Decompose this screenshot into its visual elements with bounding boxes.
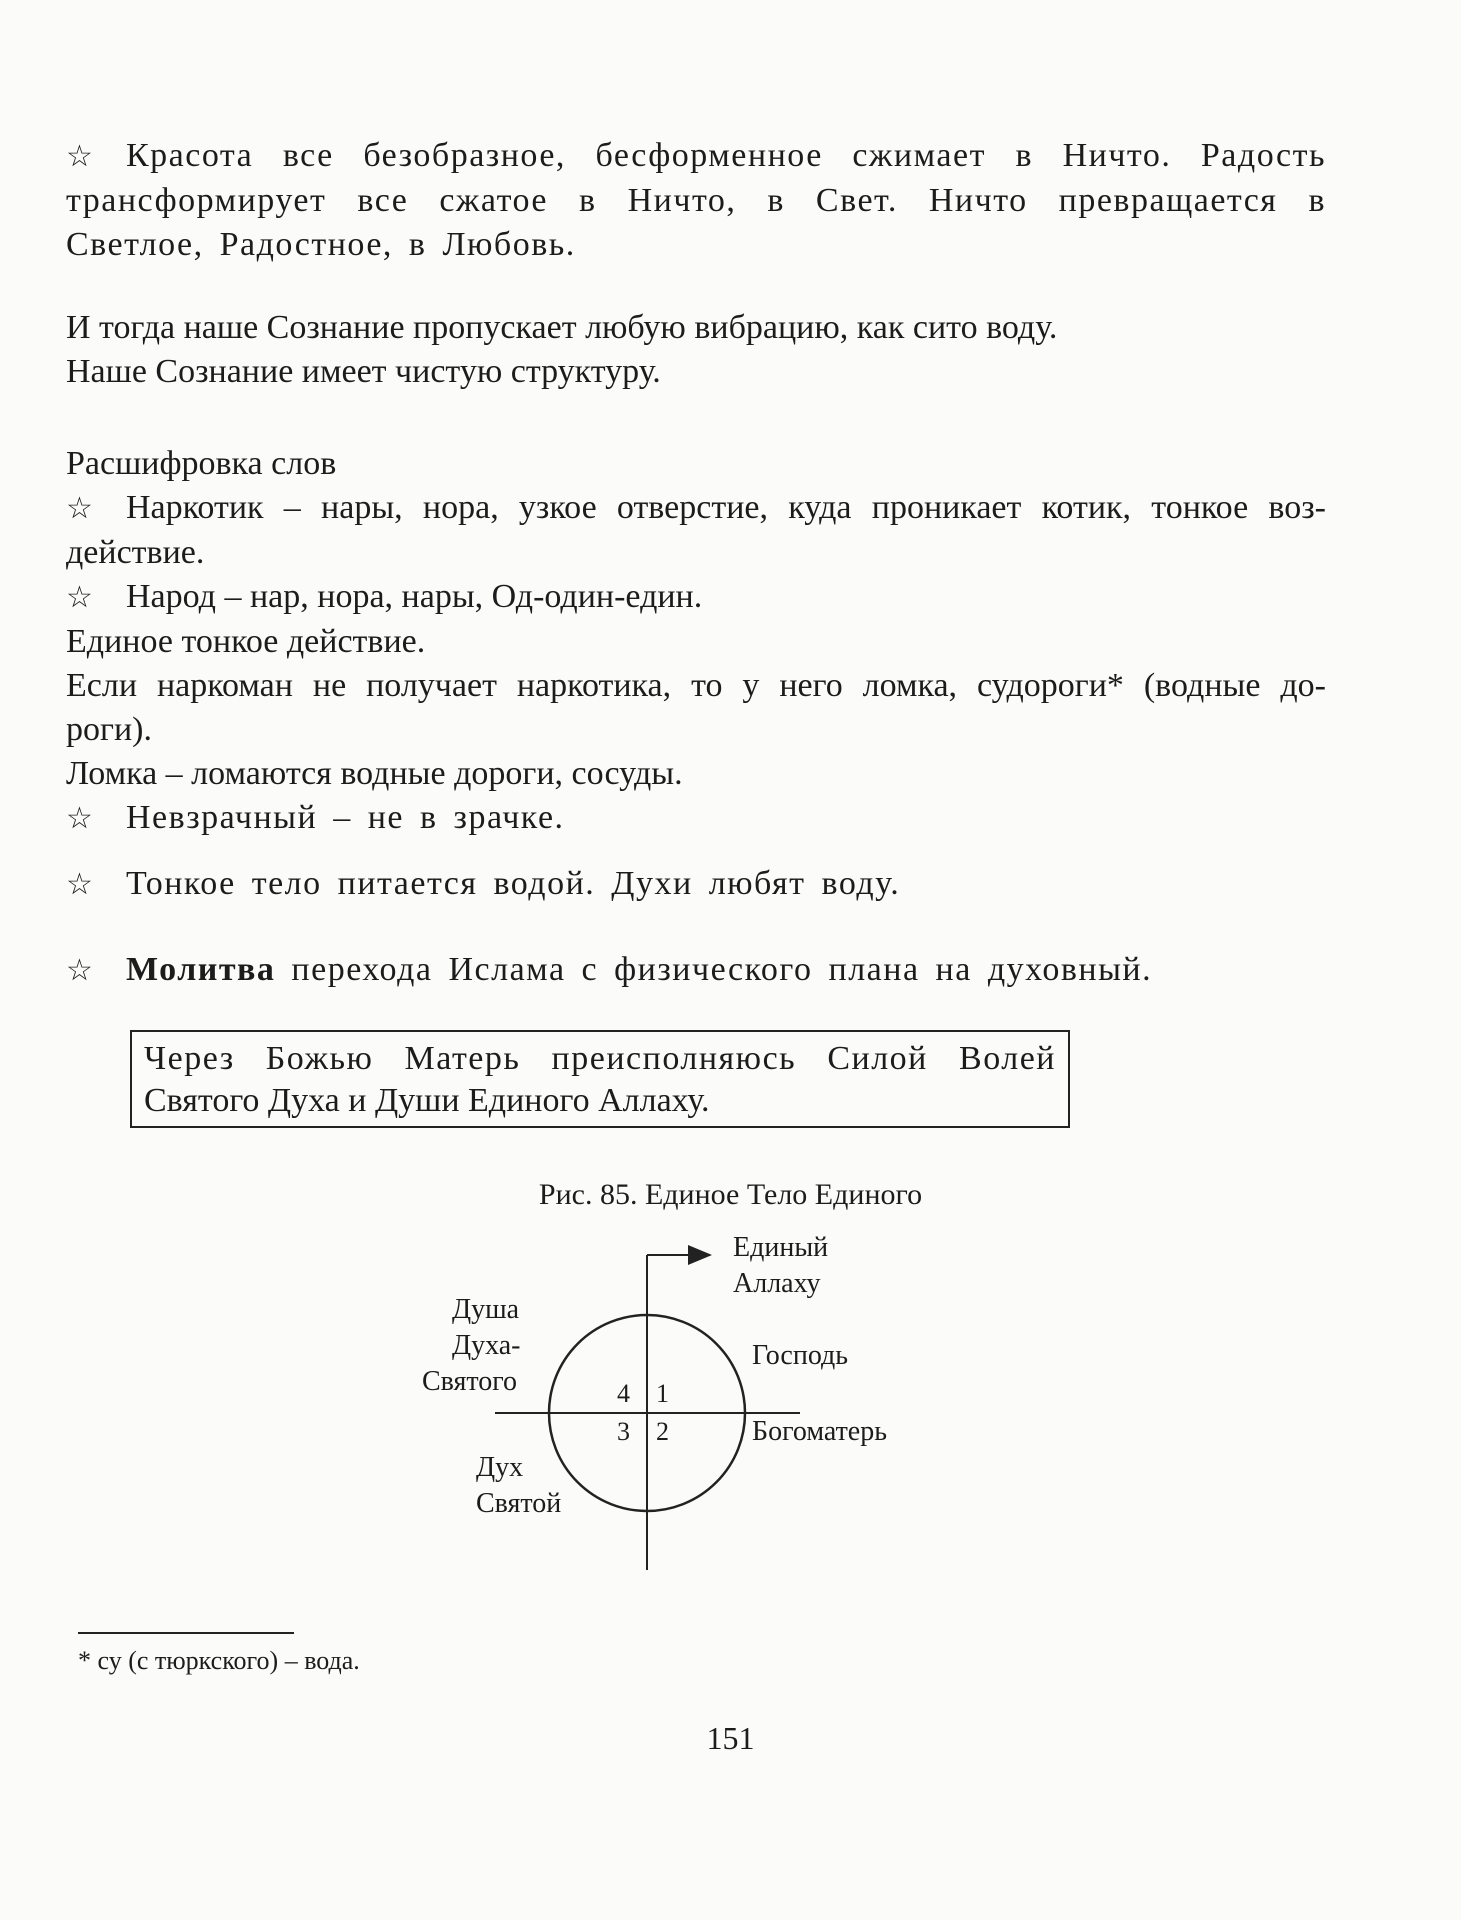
star-icon: ☆ — [66, 867, 95, 902]
quadrant-4: 4 — [617, 1379, 630, 1408]
diagram-svg — [400, 1230, 960, 1580]
label-lord: Господь — [752, 1340, 849, 1371]
star-icon: ☆ — [66, 491, 93, 526]
text-line: Ломка – ломаются водные дороги, сосуды. — [66, 755, 683, 792]
footnote: * су (с тюркского) – вода. — [78, 1646, 360, 1675]
text-line: роги). — [66, 711, 152, 748]
paragraph-subtle-body — [66, 862, 1326, 907]
star-icon: ☆ — [66, 953, 95, 988]
label-holy-spirit-2: Святой — [476, 1488, 562, 1519]
text-line: ☆ Тонкое тело питается водой. Духи любят воду. — [66, 862, 1326, 907]
text-line: ☆ Молитва перехода Ислама с физического плана на духовный. — [66, 948, 1326, 993]
quadrant-2: 2 — [656, 1417, 669, 1446]
figure-caption: Рис. 85. Единое Тело Единого — [538, 1178, 923, 1211]
bold-word: Молитва — [126, 951, 276, 988]
paragraph-word-decoding — [66, 442, 1326, 841]
prayer-box — [130, 1030, 1070, 1128]
page-number: 151 — [706, 1720, 755, 1756]
text-line: действие. — [66, 534, 205, 571]
label-spirit-of: Духа- — [452, 1330, 521, 1361]
paragraph-prayer — [66, 948, 1326, 993]
footnote-rule — [78, 1632, 294, 1634]
text-line: ☆ Невзрачный – не в зрачке. — [66, 796, 1326, 841]
star-icon: ☆ — [66, 801, 95, 836]
text-line: Святого Духа и Души Единого Аллаху. — [144, 1082, 710, 1119]
label-soul: Душа — [452, 1294, 520, 1325]
paragraph-beauty — [66, 134, 1326, 267]
star-icon: ☆ — [66, 139, 95, 174]
text-line: Если наркоман не получает наркотика, то у него ломка, судороги* (водные до- — [66, 667, 1326, 704]
star-icon: ☆ — [66, 580, 93, 615]
text-line: ☆ Красота все безобразное, бесформенное сжимает в Ничто. Радость — [66, 134, 1326, 179]
text-line: Наше Сознание имеет чистую структуру. — [66, 353, 661, 390]
label-holy: Святого — [422, 1366, 518, 1397]
label-allah: Аллаху — [733, 1268, 821, 1299]
text-line: Через Божью Матерь преисполняюсь Силой Волей — [144, 1040, 1056, 1077]
quadrant-3: 3 — [617, 1417, 630, 1446]
label-mother-of-god: Богоматерь — [752, 1416, 887, 1447]
text-line: И тогда наше Сознание пропускает любую вибрацию, как сито воду. — [66, 309, 1058, 346]
text-line: ☆ Народ – нар, нора, нары, Од-один-един. — [66, 575, 1326, 620]
paragraph-consciousness — [66, 306, 1326, 394]
section-heading: Расшифровка слов — [66, 445, 337, 482]
text-line: трансформирует все сжатое в Ничто, в Свет. Ничто превращается в — [66, 182, 1326, 219]
text-line: Светлое, Радостное, в Любовь. — [66, 226, 576, 263]
text-line: ☆ Наркотик – нары, нора, узкое отверстие, куда проникает котик, тонкое воз- — [66, 486, 1326, 531]
quadrant-1: 1 — [656, 1379, 669, 1408]
label-holy-spirit-1: Дух — [476, 1452, 524, 1483]
text-line: Единое тонкое действие. — [66, 623, 426, 660]
label-unified: Единый — [733, 1232, 829, 1263]
